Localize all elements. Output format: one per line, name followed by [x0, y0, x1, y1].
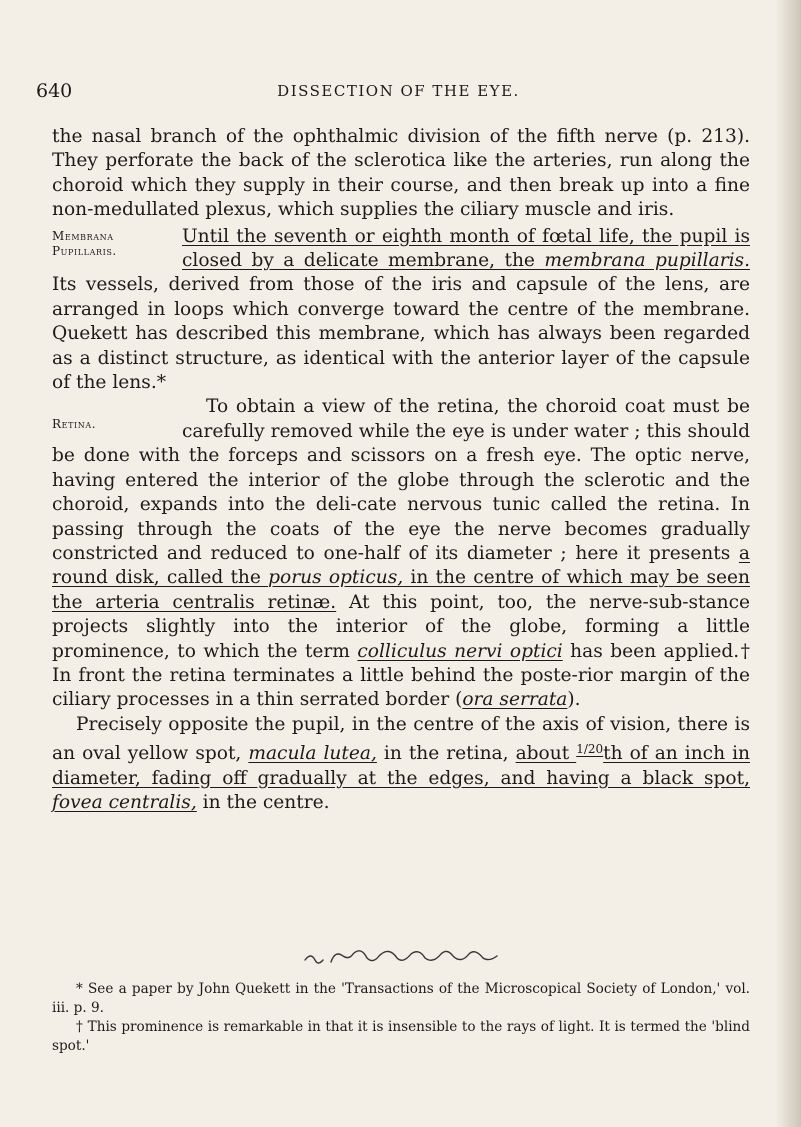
running-title: DISSECTION OF THE EYE.: [277, 82, 520, 100]
side-label-membrana: Membrana Pupillaris.: [52, 228, 117, 258]
retina-text-4: in the centre of which may be seen the arteria centralis retinæ.: [52, 567, 750, 613]
paragraph-retina: [52, 395, 750, 712]
footnotes: [52, 980, 750, 1056]
page-number: 640: [36, 80, 73, 102]
page-header: [36, 80, 761, 106]
side-label-retina: Retina.: [52, 417, 97, 432]
section-membrana-pupillaris: [52, 225, 750, 396]
macula-text-4: about: [515, 743, 577, 765]
porus-opticus-term: porus opticus,: [268, 567, 404, 589]
macula-text-5: th of an inch in diameter, fading off gradually at the edges, and having a black spot,: [52, 743, 750, 789]
handwritten-annotation: [303, 946, 533, 968]
macula-text-1: Precisely opposite the pupil, in the centre of the axis of vision, there is an oval yellow spot,: [52, 713, 750, 765]
macula-lutea-term: macula lutea,: [248, 743, 377, 765]
macula-text-7: in the centre.: [196, 791, 330, 813]
footnote-quekett: * See a paper by John Quekett in the 'Transactions of the Microscopical Society of London,' vol. iii. p. 9.: [52, 981, 750, 1016]
retina-text-5: At this point, too, the nerve-sub-stance projects slightly into the interior of the globe, forming a little prominence, to which the term: [52, 591, 750, 662]
retina-text-7: has been applied.† In front the retina terminates a little behind the poste-rior margin of the ciliary processes in a thin serrated border (: [52, 640, 750, 711]
fovea-centralis-term: fovea centralis,: [52, 791, 197, 813]
page-edge-shadow: [775, 0, 801, 1127]
ora-serrata-term: ora serrata: [462, 689, 568, 711]
retina-text-9: ).: [567, 689, 581, 711]
colliculus-term: colliculus nervi optici: [357, 640, 563, 662]
retina-text-2: a round disk, called the: [52, 542, 750, 589]
membrana-lead: Until the seventh or eighth month of fœtal life, the pupil is closed by a delicate membrane, the: [182, 225, 750, 272]
retina-text-1: To obtain a view of the retina, the choroid coat must be carefully removed while the eye is under water ; this should be done with the forceps and scissors on a fresh eye. The optic nerve, having entered the interior of the globe through the sclerotic and the choroid, expands into the deli-cate nervous tunic called the retina. In passing through the coats of the eye the nerve becomes gradually constricted and reduced to one-half of its diameter ; here it presents: [52, 396, 750, 564]
body-column: [52, 125, 750, 815]
fraction: 1/20: [576, 742, 604, 757]
membrana-rest: Its vessels, derived from those of the iris and capsule of the lens, are arranged in loops which converge toward the centre of the membrane. Quekett has described this membrane, which has always been regarded as a distinct structure, as identical with the anterior layer of the capsule of the lens.*: [52, 274, 750, 394]
membrana-term: membrana pupillaris.: [544, 250, 751, 272]
footnote-blind-spot: † This prominence is remarkable in that it is insensible to the rays of light. It is termed the 'blind spot.': [52, 1019, 750, 1054]
paragraph-ciliary-nerves: the nasal branch of the ophthalmic division of the fifth nerve (p. 213). They perforate the back of the sclerotica like the arteries, run along the choroid which they supply in their course, and then break up into a fine non-medullated plexus, which supplies the ciliary muscle and iris.: [52, 126, 750, 221]
paragraph-macula: [52, 713, 750, 816]
section-retina: [52, 395, 750, 712]
macula-text-3: in the retina,: [376, 743, 516, 765]
